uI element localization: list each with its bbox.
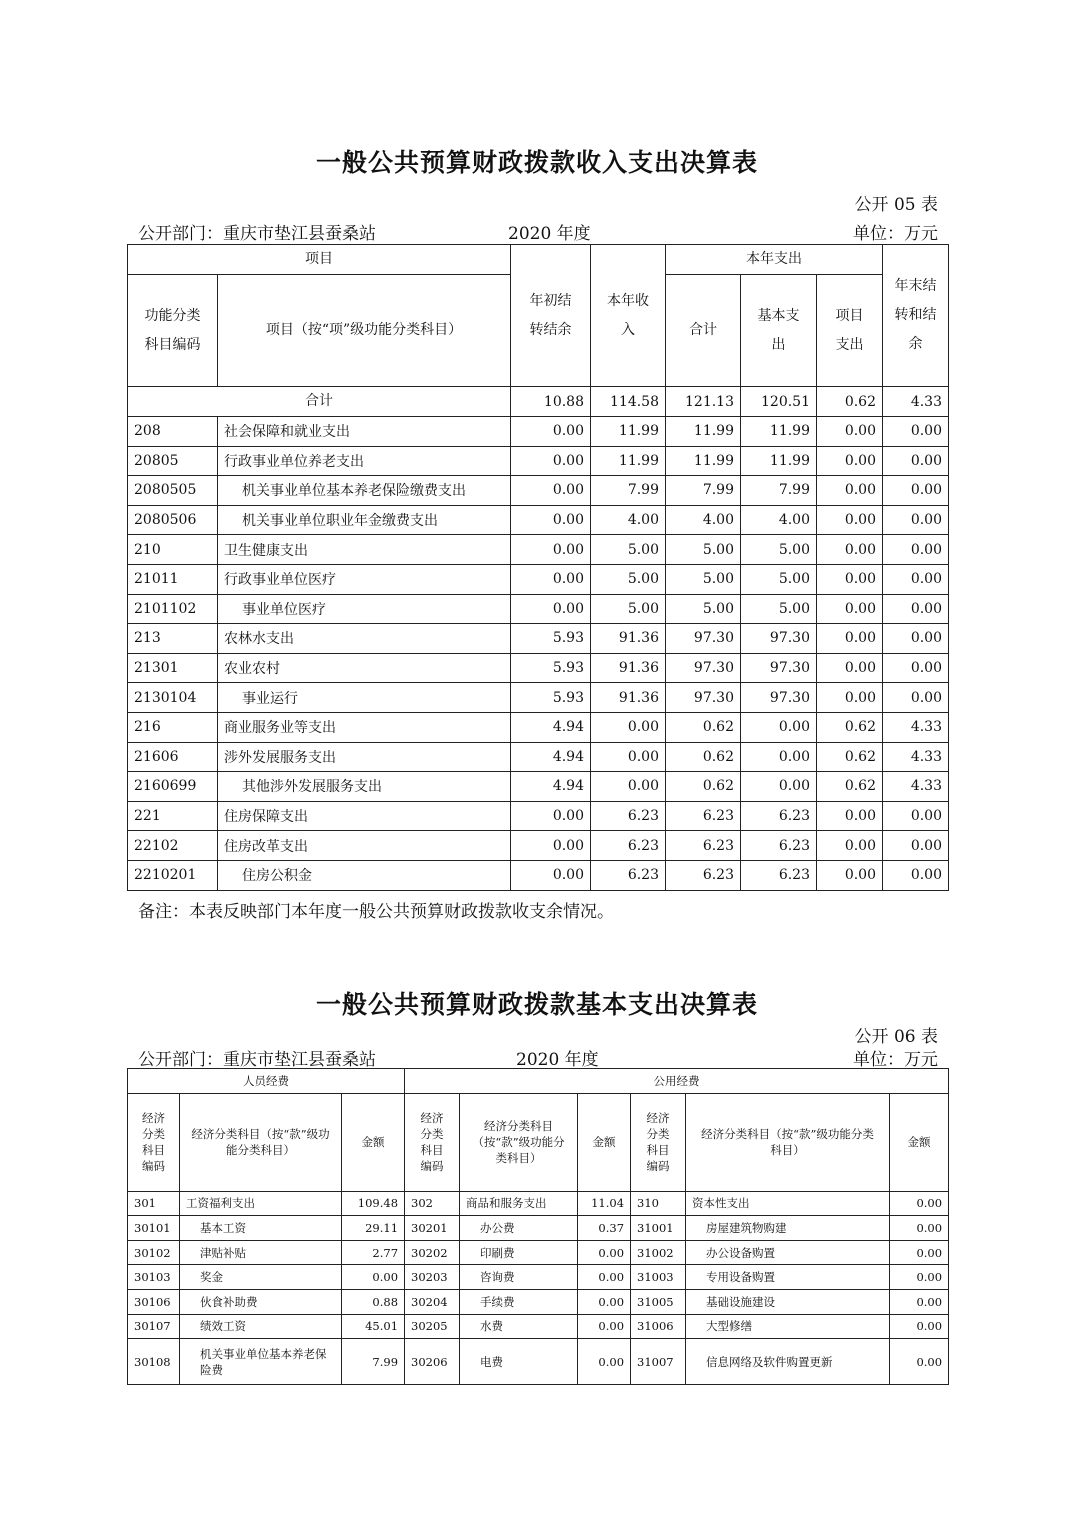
personnel-amount-cell: 45.01	[342, 1314, 405, 1339]
func-name-cell: 事业单位医疗	[218, 594, 511, 624]
func-name-cell: 其他涉外发展服务支出	[218, 772, 511, 802]
goods-amount-cell: 0.00	[578, 1339, 631, 1385]
total-value: 4.33	[883, 387, 949, 417]
func-name-cell: 住房公积金	[218, 860, 511, 890]
amount-cell: 0.00	[817, 446, 883, 476]
amount-cell: 0.00	[817, 624, 883, 654]
amount-cell: 5.93	[511, 624, 591, 654]
table-row	[128, 564, 949, 594]
func-name-cell: 涉外发展服务支出	[218, 742, 511, 772]
amount-cell: 97.30	[666, 624, 741, 654]
header-current-expense: 本年支出	[666, 245, 883, 275]
personnel-code-cell: 30108	[128, 1339, 180, 1385]
table05-year: 2020 年度	[508, 224, 591, 244]
total-value: 10.88	[511, 387, 591, 417]
amount-cell: 5.00	[591, 564, 666, 594]
basic-expense-table	[127, 1068, 949, 1385]
total-value: 114.58	[591, 387, 666, 417]
func-code-cell: 221	[128, 801, 218, 831]
table-row	[128, 1289, 949, 1314]
amount-cell: 97.30	[741, 653, 817, 683]
table-row	[128, 476, 949, 506]
amount-cell: 0.00	[883, 476, 949, 506]
amount-cell: 0.00	[817, 476, 883, 506]
header-amount: 金额	[890, 1093, 949, 1191]
capital-amount-cell: 0.00	[890, 1240, 949, 1265]
goods-amount-cell: 0.00	[578, 1314, 631, 1339]
header-amount: 金额	[342, 1093, 405, 1191]
capital-amount-cell: 0.00	[890, 1339, 949, 1385]
amount-cell: 0.00	[591, 772, 666, 802]
func-code-cell: 21606	[128, 742, 218, 772]
amount-cell: 5.00	[741, 535, 817, 565]
header-income: 本年收入	[591, 245, 666, 387]
amount-cell: 91.36	[591, 683, 666, 713]
amount-cell: 5.00	[666, 564, 741, 594]
amount-cell: 0.00	[883, 860, 949, 890]
amount-cell: 4.00	[591, 505, 666, 535]
amount-cell: 91.36	[591, 653, 666, 683]
personnel-name-cell: 绩效工资	[180, 1314, 342, 1339]
goods-name-cell: 印刷费	[460, 1240, 578, 1265]
header-begin-balance: 年初结转结余	[511, 245, 591, 387]
table-row	[128, 831, 949, 861]
total-value: 120.51	[741, 387, 817, 417]
total-label: 合计	[128, 387, 511, 417]
func-name-cell: 农林水支出	[218, 624, 511, 654]
amount-cell: 0.00	[883, 417, 949, 447]
func-name-cell: 住房保障支出	[218, 801, 511, 831]
personnel-code-cell: 30107	[128, 1314, 180, 1339]
table05-note: 备注：本表反映部门本年度一般公共预算财政拨款收支余情况。	[138, 902, 614, 922]
header-econ-name: 经济分类科目（按“款”级功能分类科目）	[180, 1093, 342, 1191]
amount-cell: 0.00	[883, 446, 949, 476]
amount-cell: 6.23	[591, 860, 666, 890]
goods-amount-cell: 0.00	[578, 1289, 631, 1314]
total-value: 0.62	[817, 387, 883, 417]
amount-cell: 6.23	[591, 831, 666, 861]
amount-cell: 11.99	[666, 446, 741, 476]
amount-cell: 11.99	[591, 417, 666, 447]
amount-cell: 5.00	[591, 535, 666, 565]
table05-unit: 单位：万元	[853, 224, 938, 244]
func-code-cell: 210	[128, 535, 218, 565]
amount-cell: 0.00	[817, 594, 883, 624]
goods-amount-cell: 11.04	[578, 1191, 631, 1216]
func-name-cell: 机关事业单位职业年金缴费支出	[218, 505, 511, 535]
amount-cell: 0.00	[511, 505, 591, 535]
table-row	[128, 712, 949, 742]
amount-cell: 0.00	[817, 860, 883, 890]
personnel-name-cell: 伙食补助费	[180, 1289, 342, 1314]
header-basic: 基本支出	[741, 275, 817, 387]
amount-cell: 0.00	[511, 801, 591, 831]
amount-cell: 0.00	[883, 535, 949, 565]
amount-cell: 11.99	[666, 417, 741, 447]
capital-name-cell: 基础设施建设	[686, 1289, 890, 1314]
table-row	[128, 505, 949, 535]
table-row	[128, 742, 949, 772]
table06-code: 公开 06 表	[854, 1027, 938, 1047]
goods-name-cell: 商品和服务支出	[460, 1191, 578, 1216]
amount-cell: 0.00	[511, 831, 591, 861]
total-row	[128, 387, 949, 417]
capital-code-cell: 31003	[631, 1265, 686, 1290]
amount-cell: 5.00	[591, 594, 666, 624]
goods-amount-cell: 0.37	[578, 1216, 631, 1241]
func-name-cell: 商业服务业等支出	[218, 712, 511, 742]
amount-cell: 0.00	[883, 683, 949, 713]
personnel-name-cell: 奖金	[180, 1265, 342, 1290]
amount-cell: 6.23	[741, 860, 817, 890]
personnel-name-cell: 机关事业单位基本养老保险费	[180, 1339, 342, 1385]
amount-cell: 0.00	[883, 564, 949, 594]
amount-cell: 4.00	[666, 505, 741, 535]
table-row	[128, 535, 949, 565]
amount-cell: 0.00	[511, 860, 591, 890]
table05-title: 一般公共预算财政拨款收入支出决算表	[315, 148, 758, 177]
table05-dept: 公开部门：重庆市垫江县蚕桑站	[138, 224, 376, 244]
amount-cell: 6.23	[666, 801, 741, 831]
amount-cell: 0.00	[883, 505, 949, 535]
table-row	[128, 624, 949, 654]
func-code-cell: 20805	[128, 446, 218, 476]
capital-name-cell: 房屋建筑物购建	[686, 1216, 890, 1241]
header-amount: 金额	[578, 1093, 631, 1191]
capital-code-cell: 31005	[631, 1289, 686, 1314]
amount-cell: 5.00	[741, 594, 817, 624]
func-name-cell: 卫生健康支出	[218, 535, 511, 565]
goods-amount-cell: 0.00	[578, 1265, 631, 1290]
header-econ-name: 经济分类科目（按“款”级功能分类科目）	[686, 1093, 890, 1191]
amount-cell: 97.30	[741, 683, 817, 713]
header-econ-code: 经济分类科目编码	[631, 1093, 686, 1191]
amount-cell: 0.00	[817, 505, 883, 535]
amount-cell: 5.93	[511, 653, 591, 683]
func-code-cell: 208	[128, 417, 218, 447]
personnel-name-cell: 工资福利支出	[180, 1191, 342, 1216]
amount-cell: 4.00	[741, 505, 817, 535]
capital-amount-cell: 0.00	[890, 1314, 949, 1339]
table-row	[128, 1240, 949, 1265]
total-value: 121.13	[666, 387, 741, 417]
amount-cell: 5.93	[511, 683, 591, 713]
amount-cell: 0.00	[817, 564, 883, 594]
func-name-cell: 社会保障和就业支出	[218, 417, 511, 447]
amount-cell: 4.94	[511, 742, 591, 772]
amount-cell: 0.00	[591, 742, 666, 772]
amount-cell: 0.00	[883, 801, 949, 831]
amount-cell: 6.23	[591, 801, 666, 831]
amount-cell: 0.00	[511, 594, 591, 624]
func-code-cell: 2160699	[128, 772, 218, 802]
amount-cell: 5.00	[666, 594, 741, 624]
table05-code: 公开 05 表	[854, 195, 938, 215]
capital-name-cell: 信息网络及软件购置更新	[686, 1339, 890, 1385]
goods-code-cell: 30201	[405, 1216, 460, 1241]
amount-cell: 0.00	[591, 712, 666, 742]
func-code-cell: 21301	[128, 653, 218, 683]
capital-amount-cell: 0.00	[890, 1216, 949, 1241]
capital-code-cell: 31002	[631, 1240, 686, 1265]
amount-cell: 5.00	[666, 535, 741, 565]
amount-cell: 0.00	[817, 417, 883, 447]
amount-cell: 91.36	[591, 624, 666, 654]
amount-cell: 0.62	[666, 772, 741, 802]
amount-cell: 0.00	[511, 417, 591, 447]
goods-code-cell: 30202	[405, 1240, 460, 1265]
table06-year: 2020 年度	[516, 1050, 599, 1070]
personnel-code-cell: 301	[128, 1191, 180, 1216]
amount-cell: 6.23	[666, 831, 741, 861]
header-econ-name: 经济分类科目（按“款”级功能分类科目）	[460, 1093, 578, 1191]
func-code-cell: 22102	[128, 831, 218, 861]
personnel-amount-cell: 0.88	[342, 1289, 405, 1314]
func-code-cell: 216	[128, 712, 218, 742]
goods-code-cell: 30203	[405, 1265, 460, 1290]
income-expense-table	[127, 244, 949, 891]
amount-cell: 5.00	[741, 564, 817, 594]
amount-cell: 4.94	[511, 712, 591, 742]
amount-cell: 7.99	[741, 476, 817, 506]
personnel-amount-cell: 2.77	[342, 1240, 405, 1265]
goods-name-cell: 电费	[460, 1339, 578, 1385]
func-code-cell: 2210201	[128, 860, 218, 890]
func-code-cell: 2101102	[128, 594, 218, 624]
amount-cell: 0.00	[741, 772, 817, 802]
amount-cell: 4.33	[883, 742, 949, 772]
amount-cell: 0.00	[817, 653, 883, 683]
capital-amount-cell: 0.00	[890, 1289, 949, 1314]
personnel-amount-cell: 109.48	[342, 1191, 405, 1216]
table06-unit: 单位：万元	[853, 1050, 938, 1070]
func-name-cell: 机关事业单位基本养老保险缴费支出	[218, 476, 511, 506]
amount-cell: 0.62	[666, 712, 741, 742]
capital-amount-cell: 0.00	[890, 1191, 949, 1216]
header-econ-code: 经济分类科目编码	[405, 1093, 460, 1191]
amount-cell: 0.00	[883, 653, 949, 683]
amount-cell: 97.30	[666, 653, 741, 683]
header-public: 公用经费	[405, 1069, 949, 1094]
amount-cell: 0.00	[741, 742, 817, 772]
amount-cell: 0.00	[883, 831, 949, 861]
amount-cell: 7.99	[591, 476, 666, 506]
amount-cell: 0.62	[817, 742, 883, 772]
amount-cell: 6.23	[666, 860, 741, 890]
func-code-cell: 21011	[128, 564, 218, 594]
amount-cell: 97.30	[666, 683, 741, 713]
header-econ-code: 经济分类科目编码	[128, 1093, 180, 1191]
personnel-name-cell: 基本工资	[180, 1216, 342, 1241]
amount-cell: 11.99	[591, 446, 666, 476]
goods-code-cell: 30205	[405, 1314, 460, 1339]
table-row	[128, 772, 949, 802]
header-total: 合计	[666, 275, 741, 387]
func-name-cell: 农业农村	[218, 653, 511, 683]
capital-amount-cell: 0.00	[890, 1265, 949, 1290]
goods-name-cell: 咨询费	[460, 1265, 578, 1290]
capital-name-cell: 专用设备购置	[686, 1265, 890, 1290]
capital-code-cell: 31006	[631, 1314, 686, 1339]
table-row	[128, 417, 949, 447]
table-row	[128, 860, 949, 890]
goods-amount-cell: 0.00	[578, 1240, 631, 1265]
amount-cell: 6.23	[741, 831, 817, 861]
amount-cell: 0.00	[741, 712, 817, 742]
amount-cell: 0.00	[883, 594, 949, 624]
amount-cell: 0.00	[883, 624, 949, 654]
personnel-code-cell: 30102	[128, 1240, 180, 1265]
amount-cell: 0.00	[511, 476, 591, 506]
goods-name-cell: 办公费	[460, 1216, 578, 1241]
goods-name-cell: 手续费	[460, 1289, 578, 1314]
amount-cell: 6.23	[741, 801, 817, 831]
goods-code-cell: 30204	[405, 1289, 460, 1314]
capital-name-cell: 资本性支出	[686, 1191, 890, 1216]
table-row	[128, 653, 949, 683]
func-code-cell: 2080505	[128, 476, 218, 506]
table-row	[128, 683, 949, 713]
header-func-name: 项目（按“项”级功能分类科目）	[218, 275, 511, 387]
table06-dept: 公开部门：重庆市垫江县蚕桑站	[138, 1050, 376, 1070]
func-name-cell: 行政事业单位医疗	[218, 564, 511, 594]
table-row	[128, 594, 949, 624]
goods-code-cell: 302	[405, 1191, 460, 1216]
amount-cell: 0.62	[817, 772, 883, 802]
func-code-cell: 2130104	[128, 683, 218, 713]
goods-name-cell: 水费	[460, 1314, 578, 1339]
amount-cell: 0.62	[817, 712, 883, 742]
table-row	[128, 801, 949, 831]
capital-code-cell: 31007	[631, 1339, 686, 1385]
header-personnel: 人员经费	[128, 1069, 405, 1094]
personnel-code-cell: 30101	[128, 1216, 180, 1241]
capital-code-cell: 310	[631, 1191, 686, 1216]
amount-cell: 0.00	[511, 564, 591, 594]
amount-cell: 97.30	[741, 624, 817, 654]
personnel-amount-cell: 29.11	[342, 1216, 405, 1241]
amount-cell: 11.99	[741, 417, 817, 447]
personnel-amount-cell: 7.99	[342, 1339, 405, 1385]
amount-cell: 4.33	[883, 712, 949, 742]
amount-cell: 0.00	[817, 801, 883, 831]
table-row	[128, 446, 949, 476]
func-name-cell: 行政事业单位养老支出	[218, 446, 511, 476]
header-project: 项目支出	[817, 275, 883, 387]
amount-cell: 4.33	[883, 772, 949, 802]
header-item: 项目	[128, 245, 511, 275]
personnel-code-cell: 30103	[128, 1265, 180, 1290]
amount-cell: 0.00	[511, 535, 591, 565]
table06-title: 一般公共预算财政拨款基本支出决算表	[315, 990, 758, 1019]
amount-cell: 4.94	[511, 772, 591, 802]
amount-cell: 0.00	[817, 535, 883, 565]
capital-code-cell: 31001	[631, 1216, 686, 1241]
table-row	[128, 1265, 949, 1290]
personnel-name-cell: 津贴补贴	[180, 1240, 342, 1265]
amount-cell: 0.00	[817, 831, 883, 861]
amount-cell: 0.00	[511, 446, 591, 476]
amount-cell: 11.99	[741, 446, 817, 476]
func-name-cell: 事业运行	[218, 683, 511, 713]
table-row	[128, 1314, 949, 1339]
goods-code-cell: 30206	[405, 1339, 460, 1385]
func-code-cell: 213	[128, 624, 218, 654]
personnel-code-cell: 30106	[128, 1289, 180, 1314]
personnel-amount-cell: 0.00	[342, 1265, 405, 1290]
amount-cell: 7.99	[666, 476, 741, 506]
func-name-cell: 住房改革支出	[218, 831, 511, 861]
table-row	[128, 1191, 949, 1216]
amount-cell: 0.62	[666, 742, 741, 772]
amount-cell: 0.00	[817, 683, 883, 713]
header-func-code: 功能分类科目编码	[128, 275, 218, 387]
table-row	[128, 1216, 949, 1241]
table-row	[128, 1339, 949, 1385]
header-end-balance: 年末结转和结余	[883, 245, 949, 387]
capital-name-cell: 大型修缮	[686, 1314, 890, 1339]
capital-name-cell: 办公设备购置	[686, 1240, 890, 1265]
func-code-cell: 2080506	[128, 505, 218, 535]
